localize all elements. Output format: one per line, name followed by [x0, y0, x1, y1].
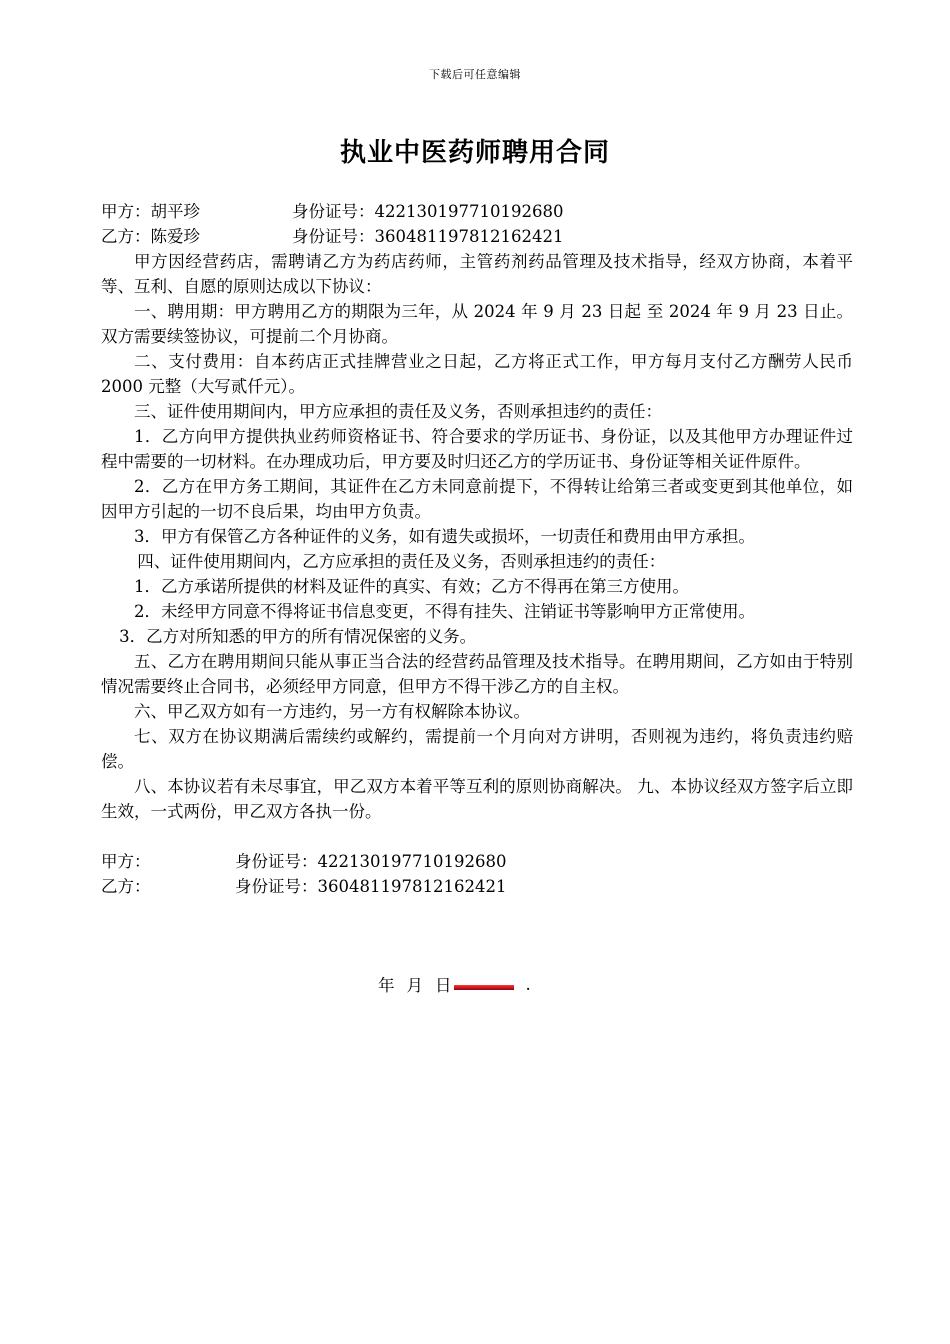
header-note: 下载后可任意编辑 — [429, 68, 521, 81]
date-month: 月 — [406, 976, 423, 995]
signature-b-id: 身份证号：360481197812162421 — [235, 877, 507, 896]
signature-a-label: 甲方： — [101, 852, 151, 871]
clause-6: 六、甲乙双方如有一方违约，另一方有权解除本协议。 — [134, 702, 530, 721]
clause-7: 七、双方在协议期满后需续约或解约，需提前一个月向对方讲明，否则视为违约，将负责违约赔偿。 — [101, 727, 853, 771]
clause-1-term: 一、聘用期：甲方聘用乙方的期限为三年，从 2024 年 9 月 23 日起 至 2024 年 9 月 23 日止。双方需要续签协议，可提前二个月协商。 — [101, 302, 853, 346]
signature-b-line — [101, 874, 853, 899]
date-trailing: . — [525, 974, 531, 994]
clause-2-payment: 二、支付费用：自本药店正式挂牌营业之日起，乙方将正式工作，甲方每月支付乙方酬劳人民币 2000 元整（大写贰仟元）。 — [101, 352, 853, 396]
clause-3-heading: 三、证件使用期间内，甲方应承担的责任及义务，否则承担违约的责任： — [134, 402, 662, 421]
date-year: 年 — [378, 976, 395, 995]
spacer — [101, 824, 853, 849]
party-a-line — [101, 199, 853, 224]
party-b-id: 身份证号：360481197812162421 — [292, 227, 564, 246]
clause-4-heading: 四、证件使用期间内，乙方应承担的责任及义务，否则承担违约的责任： — [137, 552, 666, 571]
clause-8-9: 八、本协议若有未尽事宜，甲乙双方本着平等互利的原则协商解决。 九、本协议经双方签字后立即生效，一式两份，甲乙双方各执一份。 — [101, 777, 853, 821]
red-underline-mark — [454, 985, 514, 990]
contract-body — [101, 199, 853, 899]
clause-3-item-1: 1．乙方向甲方提供执业药师资格证书、符合要求的学历证书、身份证，以及其他甲方办理证件过程中需要的一切材料。在办理成功后，甲方要及时归还乙方的学历证书、身份证等相关证件原件。 — [101, 427, 853, 471]
signature-a-line — [101, 849, 853, 874]
signature-a-id: 身份证号：422130197710192680 — [235, 852, 507, 871]
clause-3-item-3: 3．甲方有保管乙方各种证件的义务，如有遗失或损坏，一切责任和费用由甲方承担。 — [134, 527, 755, 546]
intro-paragraph: 甲方因经营药店，需聘请乙方为药店药师，主管药剂药品管理及技术指导，经双方协商，本着平等、互利、自愿的原则达成以下协议： — [101, 252, 853, 296]
clause-4-item-1: 1．乙方承诺所提供的材料及证件的真实、有效；乙方不得再在第三方使用。 — [134, 577, 689, 596]
party-a-id: 身份证号：422130197710192680 — [292, 202, 564, 221]
clause-4-item-2: 2．未经甲方同意不得将证书信息变更，不得有挂失、注销证书等影响甲方正常使用。 — [134, 602, 755, 621]
date-line — [378, 972, 531, 996]
clause-4-item-3: 3．乙方对所知悉的甲方的所有情况保密的义务。 — [119, 627, 477, 646]
date-day: 日 — [435, 976, 452, 995]
party-a-name: 甲方：胡平珍 — [101, 202, 200, 221]
party-b-line — [101, 224, 853, 249]
party-b-name: 乙方：陈爱珍 — [101, 227, 200, 246]
signature-b-label: 乙方： — [101, 877, 151, 896]
clause-3-item-2: 2．乙方在甲方务工期间，其证件在乙方未同意前提下，不得转让给第三者或变更到其他单位，如因甲方引起的一切不良后果，均由甲方负责。 — [101, 477, 853, 521]
clause-5: 五、乙方在聘用期间只能从事正当合法的经营药品管理及技术指导。在聘用期间，乙方如由于特别情况需要终止合同书，必须经甲方同意，但甲方不得干涉乙方的自主权。 — [101, 652, 853, 696]
document-title: 执业中医药师聘用合同 — [339, 138, 610, 168]
